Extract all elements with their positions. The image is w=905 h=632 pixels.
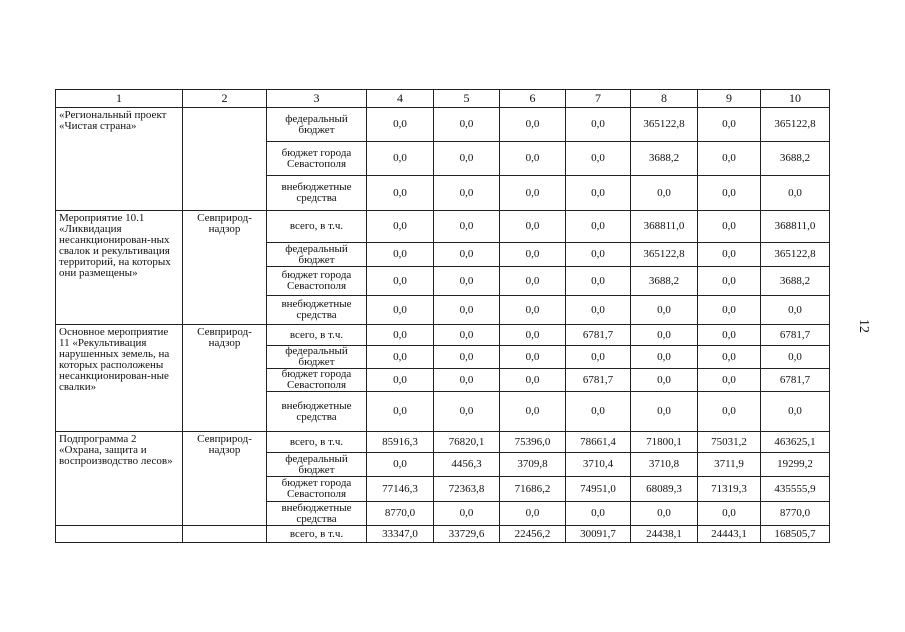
amount-cell: 3710,8 bbox=[631, 453, 698, 477]
page-number: 12 bbox=[856, 319, 871, 333]
table-row bbox=[56, 325, 830, 346]
executor-name: Севприрод-надзор bbox=[183, 432, 267, 526]
amount-cell: 168505,7 bbox=[761, 526, 830, 543]
funding-source: внебюджетные средства bbox=[267, 296, 367, 325]
amount-cell: 0,0 bbox=[500, 325, 566, 346]
funding-source: внебюджетные средства bbox=[267, 502, 367, 526]
amount-cell: 0,0 bbox=[500, 211, 566, 243]
amount-cell: 0,0 bbox=[761, 296, 830, 325]
amount-cell: 0,0 bbox=[566, 108, 631, 142]
amount-cell: 0,0 bbox=[698, 392, 761, 432]
amount-cell: 0,0 bbox=[566, 176, 631, 211]
funding-source: бюджет города Севастополя bbox=[267, 267, 367, 296]
amount-cell: 0,0 bbox=[698, 502, 761, 526]
amount-cell: 0,0 bbox=[500, 142, 566, 176]
program-name: Основное мероприятие 11 «Рекультивация нарушенных земель, на которых расположены несанкционирован-ные свалки» bbox=[56, 325, 183, 432]
amount-cell: 0,0 bbox=[566, 267, 631, 296]
amount-cell: 0,0 bbox=[761, 346, 830, 369]
amount-cell: 0,0 bbox=[500, 243, 566, 267]
amount-cell: 0,0 bbox=[631, 502, 698, 526]
amount-cell: 0,0 bbox=[761, 176, 830, 211]
amount-cell: 0,0 bbox=[500, 369, 566, 392]
amount-cell: 0,0 bbox=[367, 267, 434, 296]
amount-cell: 0,0 bbox=[698, 296, 761, 325]
amount-cell: 0,0 bbox=[566, 296, 631, 325]
amount-cell: 0,0 bbox=[566, 211, 631, 243]
amount-cell: 19299,2 bbox=[761, 453, 830, 477]
amount-cell: 76820,1 bbox=[434, 432, 500, 453]
amount-cell: 3711,9 bbox=[698, 453, 761, 477]
executor-name: Севприрод-надзор bbox=[183, 325, 267, 432]
amount-cell: 71800,1 bbox=[631, 432, 698, 453]
amount-cell: 0,0 bbox=[500, 108, 566, 142]
amount-cell: 3688,2 bbox=[631, 142, 698, 176]
amount-cell: 365122,8 bbox=[761, 108, 830, 142]
funding-source: всего, в т.ч. bbox=[267, 526, 367, 543]
amount-cell: 4456,3 bbox=[434, 453, 500, 477]
amount-cell: 0,0 bbox=[500, 176, 566, 211]
column-header: 4 bbox=[367, 90, 434, 108]
funding-source: бюджет города Севастополя bbox=[267, 477, 367, 502]
amount-cell: 365122,8 bbox=[761, 243, 830, 267]
amount-cell: 0,0 bbox=[698, 325, 761, 346]
program-name: «Региональный проект «Чистая страна» bbox=[56, 108, 183, 211]
amount-cell: 24438,1 bbox=[631, 526, 698, 543]
amount-cell: 72363,8 bbox=[434, 477, 500, 502]
amount-cell: 0,0 bbox=[367, 296, 434, 325]
amount-cell: 8770,0 bbox=[367, 502, 434, 526]
table-row bbox=[56, 432, 830, 453]
amount-cell: 0,0 bbox=[698, 346, 761, 369]
amount-cell: 0,0 bbox=[698, 176, 761, 211]
amount-cell: 0,0 bbox=[434, 176, 500, 211]
column-header: 9 bbox=[698, 90, 761, 108]
amount-cell: 0,0 bbox=[367, 453, 434, 477]
table-row bbox=[56, 526, 830, 543]
amount-cell: 0,0 bbox=[698, 108, 761, 142]
amount-cell: 0,0 bbox=[631, 176, 698, 211]
amount-cell: 0,0 bbox=[631, 325, 698, 346]
amount-cell: 8770,0 bbox=[761, 502, 830, 526]
amount-cell: 435555,9 bbox=[761, 477, 830, 502]
amount-cell: 68089,3 bbox=[631, 477, 698, 502]
column-header: 1 bbox=[56, 90, 183, 108]
amount-cell: 33347,0 bbox=[367, 526, 434, 543]
funding-source: всего, в т.ч. bbox=[267, 432, 367, 453]
amount-cell: 0,0 bbox=[500, 502, 566, 526]
amount-cell: 0,0 bbox=[434, 392, 500, 432]
amount-cell: 0,0 bbox=[434, 243, 500, 267]
amount-cell: 0,0 bbox=[500, 346, 566, 369]
amount-cell: 0,0 bbox=[566, 142, 631, 176]
amount-cell: 0,0 bbox=[434, 325, 500, 346]
amount-cell: 0,0 bbox=[698, 267, 761, 296]
column-header: 5 bbox=[434, 90, 500, 108]
amount-cell: 6781,7 bbox=[761, 325, 830, 346]
amount-cell: 0,0 bbox=[500, 267, 566, 296]
amount-cell: 365122,8 bbox=[631, 108, 698, 142]
funding-source: бюджет города Севастополя bbox=[267, 369, 367, 392]
funding-source: федеральный бюджет bbox=[267, 243, 367, 267]
amount-cell: 0,0 bbox=[761, 392, 830, 432]
amount-cell: 6781,7 bbox=[761, 369, 830, 392]
amount-cell: 0,0 bbox=[367, 211, 434, 243]
funding-source: внебюджетные средства bbox=[267, 176, 367, 211]
amount-cell: 0,0 bbox=[434, 108, 500, 142]
amount-cell: 3710,4 bbox=[566, 453, 631, 477]
amount-cell: 0,0 bbox=[367, 142, 434, 176]
column-header: 6 bbox=[500, 90, 566, 108]
amount-cell: 0,0 bbox=[566, 392, 631, 432]
amount-cell: 71686,2 bbox=[500, 477, 566, 502]
executor-name bbox=[183, 108, 267, 211]
amount-cell: 0,0 bbox=[434, 296, 500, 325]
amount-cell: 6781,7 bbox=[566, 325, 631, 346]
column-header: 3 bbox=[267, 90, 367, 108]
amount-cell: 0,0 bbox=[698, 243, 761, 267]
amount-cell: 0,0 bbox=[367, 392, 434, 432]
column-header: 8 bbox=[631, 90, 698, 108]
table-row bbox=[56, 211, 830, 243]
amount-cell: 77146,3 bbox=[367, 477, 434, 502]
amount-cell: 3688,2 bbox=[761, 267, 830, 296]
amount-cell: 0,0 bbox=[434, 369, 500, 392]
amount-cell: 368811,0 bbox=[761, 211, 830, 243]
amount-cell: 0,0 bbox=[500, 392, 566, 432]
amount-cell: 78661,4 bbox=[566, 432, 631, 453]
amount-cell: 0,0 bbox=[367, 346, 434, 369]
amount-cell: 33729,6 bbox=[434, 526, 500, 543]
amount-cell: 365122,8 bbox=[631, 243, 698, 267]
amount-cell: 0,0 bbox=[500, 296, 566, 325]
amount-cell: 0,0 bbox=[434, 267, 500, 296]
amount-cell: 0,0 bbox=[566, 346, 631, 369]
funding-source: федеральный бюджет bbox=[267, 453, 367, 477]
program-name: Мероприятие 10.1 «Ликвидация несанкционирован-ных свалок и рекультивация территорий, на которых они размещены» bbox=[56, 211, 183, 325]
amount-cell: 0,0 bbox=[631, 392, 698, 432]
funding-source: бюджет города Севастополя bbox=[267, 142, 367, 176]
funding-source: внебюджетные средства bbox=[267, 392, 367, 432]
column-header: 2 bbox=[183, 90, 267, 108]
amount-cell: 22456,2 bbox=[500, 526, 566, 543]
executor-name: Севприрод-надзор bbox=[183, 211, 267, 325]
amount-cell: 0,0 bbox=[698, 211, 761, 243]
amount-cell: 0,0 bbox=[698, 142, 761, 176]
amount-cell: 3688,2 bbox=[761, 142, 830, 176]
program-name bbox=[56, 526, 183, 543]
column-header: 10 bbox=[761, 90, 830, 108]
amount-cell: 3688,2 bbox=[631, 267, 698, 296]
program-name: Подпрограмма 2 «Охрана, защита и воспроизводство лесов» bbox=[56, 432, 183, 526]
column-header: 7 bbox=[566, 90, 631, 108]
amount-cell: 30091,7 bbox=[566, 526, 631, 543]
amount-cell: 368811,0 bbox=[631, 211, 698, 243]
amount-cell: 71319,3 bbox=[698, 477, 761, 502]
header-row bbox=[56, 90, 830, 108]
amount-cell: 75396,0 bbox=[500, 432, 566, 453]
amount-cell: 0,0 bbox=[631, 369, 698, 392]
amount-cell: 0,0 bbox=[566, 502, 631, 526]
amount-cell: 6781,7 bbox=[566, 369, 631, 392]
funding-source: федеральный бюджет bbox=[267, 346, 367, 369]
amount-cell: 0,0 bbox=[367, 243, 434, 267]
amount-cell: 85916,3 bbox=[367, 432, 434, 453]
amount-cell: 0,0 bbox=[367, 108, 434, 142]
amount-cell: 0,0 bbox=[631, 346, 698, 369]
amount-cell: 0,0 bbox=[434, 211, 500, 243]
amount-cell: 0,0 bbox=[434, 502, 500, 526]
amount-cell: 0,0 bbox=[367, 176, 434, 211]
executor-name bbox=[183, 526, 267, 543]
amount-cell: 0,0 bbox=[367, 369, 434, 392]
amount-cell: 3709,8 bbox=[500, 453, 566, 477]
amount-cell: 0,0 bbox=[698, 369, 761, 392]
amount-cell: 0,0 bbox=[434, 346, 500, 369]
table-row bbox=[56, 108, 830, 142]
funding-source: всего, в т.ч. bbox=[267, 325, 367, 346]
amount-cell: 75031,2 bbox=[698, 432, 761, 453]
amount-cell: 0,0 bbox=[631, 296, 698, 325]
amount-cell: 74951,0 bbox=[566, 477, 631, 502]
budget-table bbox=[55, 89, 830, 543]
amount-cell: 0,0 bbox=[566, 243, 631, 267]
amount-cell: 463625,1 bbox=[761, 432, 830, 453]
amount-cell: 0,0 bbox=[367, 325, 434, 346]
funding-source: всего, в т.ч. bbox=[267, 211, 367, 243]
funding-source: федеральный бюджет bbox=[267, 108, 367, 142]
amount-cell: 24443,1 bbox=[698, 526, 761, 543]
amount-cell: 0,0 bbox=[434, 142, 500, 176]
